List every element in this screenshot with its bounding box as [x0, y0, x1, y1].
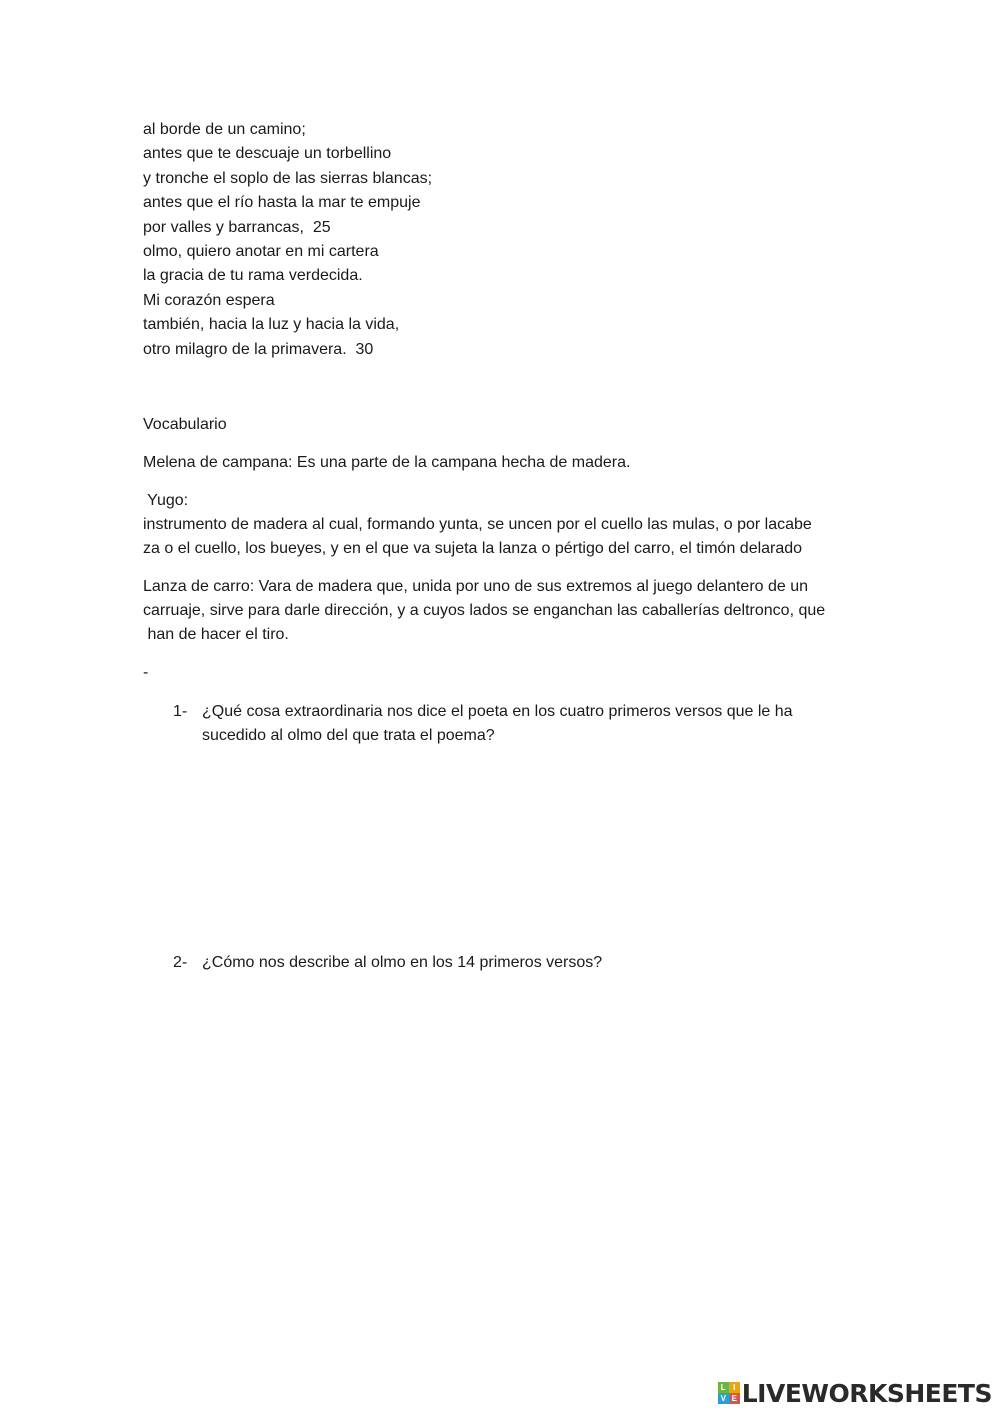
separator-dash: -	[143, 664, 149, 681]
poem-line: la gracia de tu rama verdecida.	[143, 267, 363, 285]
poem-line: al borde de un camino;	[143, 121, 306, 138]
question-number: 2-	[173, 954, 188, 971]
liveworksheets-logo	[718, 1379, 992, 1407]
question-1	[173, 700, 863, 748]
poem-line: por valles y barrancas, 25	[143, 218, 331, 236]
logo-mark-letter: I	[729, 1382, 740, 1393]
liveworksheets-logo-text: LIVEWORKSHEETS	[741, 1378, 992, 1408]
poem-line: también, hacia la luz y hacia la vida,	[143, 316, 400, 334]
vocabulary-yugo-definition: za o el cuello, los bueyes, y en el que va sujeta la lanza o pértigo del carro, el timón delarado	[143, 540, 803, 557]
vocabulary-title: Vocabulario	[143, 416, 227, 433]
poem-line: y tronche el soplo de las sierras blancas;	[143, 169, 433, 187]
vocabulary-yugo-label: Yugo:	[143, 492, 189, 509]
vocabulary-lanza: han de hacer el tiro.	[143, 626, 289, 643]
poem-line: Mi corazón espera	[143, 291, 275, 309]
liveworksheets-logo-icon	[718, 1382, 740, 1404]
question-2	[173, 951, 863, 975]
question-number: 1-	[173, 703, 188, 720]
poem-excerpt	[143, 118, 843, 362]
logo-mark-letter: V	[718, 1393, 729, 1404]
poem-line: antes que el río hasta la mar te empuje	[143, 194, 421, 212]
logo-mark-letter: E	[729, 1393, 740, 1404]
poem-line: otro milagro de la primavera. 30	[143, 340, 374, 358]
logo-mark-letter: L	[718, 1382, 729, 1393]
vocabulary-yugo-definition: instrumento de madera al cual, formando yunta, se uncen por el cuello las mulas, o por lacabe	[143, 516, 812, 533]
question-text: ¿Qué cosa extraordinaria nos dice el poeta en los cuatro primeros versos que le ha sucedido al olmo del que trata el poema?	[202, 703, 793, 744]
poem-line: antes que te descuaje un torbellino	[143, 145, 392, 163]
vocabulary-lanza: carruaje, sirve para darle dirección, y a cuyos lados se enganchan las caballerías deltronco, que	[143, 602, 826, 619]
vocabulary-lanza: Lanza de carro: Vara de madera que, unida por uno de sus extremos al juego delantero de un	[143, 578, 809, 595]
vocabulary-melena: Melena de campana: Es una parte de la campana hecha de madera.	[143, 454, 631, 471]
question-text: ¿Cómo nos describe al olmo en los 14 primeros versos?	[202, 954, 603, 971]
poem-line: olmo, quiero anotar en mi cartera	[143, 242, 379, 260]
